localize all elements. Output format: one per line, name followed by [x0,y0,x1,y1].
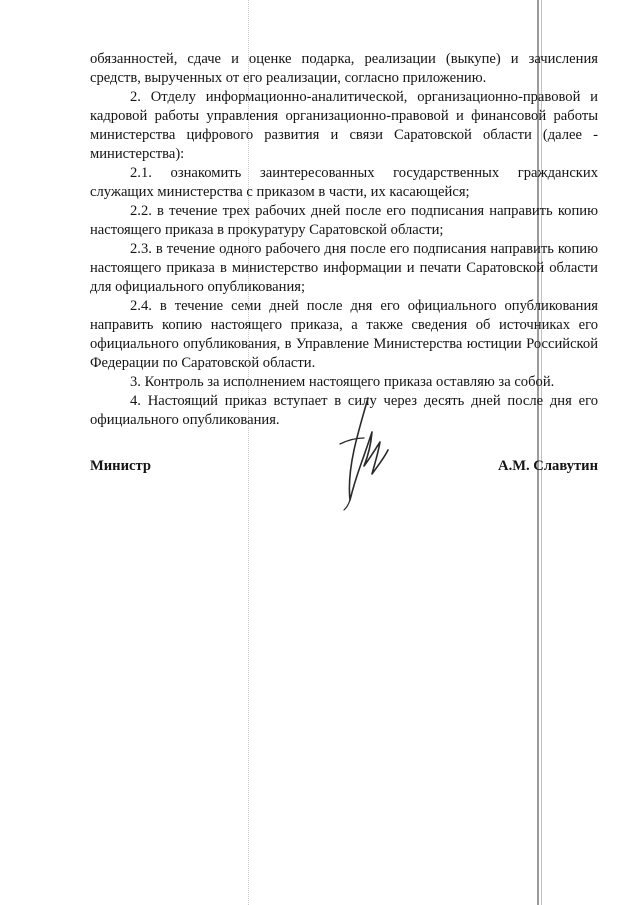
signatory-title: Министр [90,458,151,474]
paragraph-2-1: 2.1. ознакомить заинтересованных государственных гражданских служащих министерства с приказом в части, их касающейся; [90,165,598,200]
signature-block [90,458,598,478]
paragraph-2-4: 2.4. в течение семи дней после дня его официального опубликования направить копию настоящего приказа, а также сведения об источниках его официального опубликования, в Управление Министерства юстиции Российской Федерации по Саратовской области. [90,298,598,371]
paragraph-2-3: 2.3. в течение одного рабочего дня после его подписания направить копию настоящего приказа в министерство информации и печати Саратовской области для официального опубликования; [90,241,598,295]
handwritten-signature [328,392,398,512]
paragraph-2: 2. Отделу информационно-аналитической, организационно-правовой и кадровой работы управления организационно-правовой и финансовой работы министерства цифрового развития и связи Саратовской области (далее - министерства): [90,89,598,162]
document-body [90,50,598,430]
signatory-name: А.М. Славутин [498,458,598,474]
paragraph-4: 4. Настоящий приказ вступает в силу через десять дней после дня его официального опубликования. [90,393,598,428]
paragraph-3: 3. Контроль за исполнением настоящего приказа оставляю за собой. [130,374,555,390]
paragraph-2-2: 2.2. в течение трех рабочих дней после его подписания направить копию настоящего приказа в прокуратуру Саратовской области; [90,203,598,238]
paragraph-continuation: обязанностей, сдаче и оценке подарка, реализации (выкупе) и зачисления средств, вырученных от его реализации, согласно приложению. [90,51,598,86]
